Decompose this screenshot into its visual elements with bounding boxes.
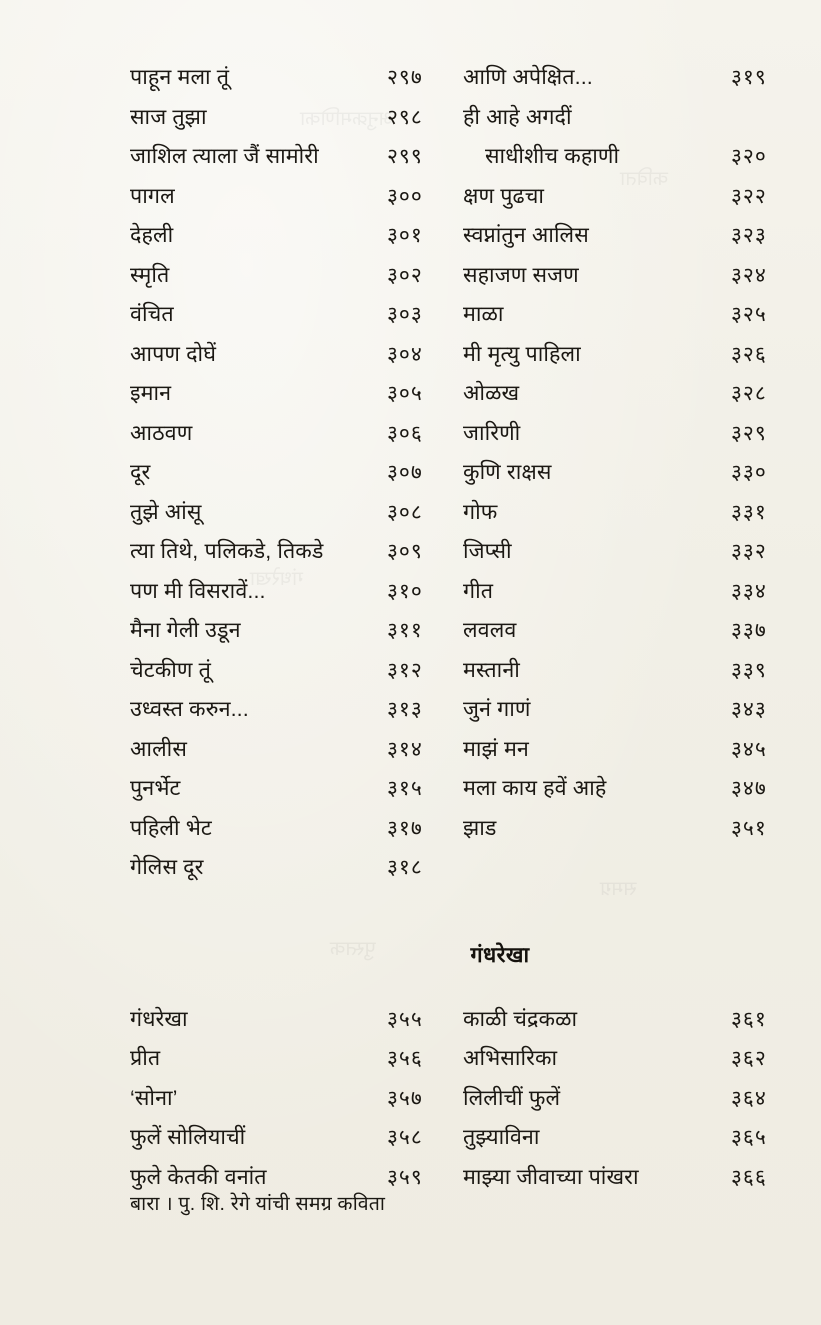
toc-entry-title[interactable]: तुझे आंसू: [130, 499, 202, 524]
toc-entry-page: ३२३: [731, 224, 767, 247]
toc-entry-title[interactable]: काळी चंद्रकळा: [463, 1006, 578, 1031]
toc-entry-page: २९८: [387, 105, 423, 129]
page-footer: बारा । पु. शि. रेगे यांची समग्र कविता: [130, 1193, 386, 1215]
toc-entry-page: ३५८: [387, 1126, 423, 1149]
toc-entry-title[interactable]: लिलीचीं फुलें: [463, 1085, 561, 1110]
toc-entry-title[interactable]: गीत: [463, 578, 494, 603]
toc-entry-title[interactable]: वंचित: [130, 302, 174, 326]
toc-entry-title[interactable]: साज तुझा: [130, 104, 207, 129]
toc-section-continued: [130, 58, 802, 888]
toc-entry-title[interactable]: फुलें सोलियाचीं: [130, 1125, 246, 1149]
table-row: [130, 1039, 802, 1079]
section-spacer: [130, 888, 810, 940]
toc-entry-page: ३५१: [731, 816, 767, 840]
toc-entry-page: ३०७: [387, 461, 423, 484]
toc-entry-page: ३१७: [387, 816, 423, 840]
toc-entry-title[interactable]: आणि अपेक्षित...: [463, 65, 593, 89]
toc-entry-title[interactable]: माळा: [463, 302, 504, 326]
toc-entry-page: ३६४: [731, 1086, 767, 1110]
table-of-contents: [130, 58, 810, 1197]
toc-entry-page: ३१९: [731, 66, 767, 89]
toc-entry-title[interactable]: अभिसारिका: [463, 1046, 558, 1070]
table-row: [130, 572, 802, 612]
table-row: [130, 216, 802, 256]
toc-entry-title[interactable]: पागल: [130, 183, 175, 208]
toc-entry-page: ३१४: [387, 737, 423, 761]
table-row: [130, 137, 802, 177]
toc-entry-title[interactable]: दूर: [130, 460, 151, 484]
toc-entry-page: ३०३: [387, 303, 423, 326]
toc-entry-page: ३०५: [387, 382, 423, 405]
table-row: [130, 256, 802, 296]
toc-section-gandharekha: [130, 1000, 802, 1198]
toc-entry-page: ३५५: [387, 1007, 423, 1031]
toc-entry-page: ३६६: [731, 1165, 767, 1189]
bleed-through-text: समग्र: [600, 878, 637, 900]
table-row: [130, 1000, 802, 1040]
toc-entry-page: २९९: [387, 145, 423, 168]
toc-entry-title[interactable]: स्मृति: [130, 262, 170, 287]
toc-entry-page: ३१३: [387, 698, 423, 721]
toc-entry-page: ३०२: [387, 263, 423, 287]
table-row: [130, 374, 802, 414]
table-row: [130, 848, 802, 888]
bleed-through-text: गंधरेखा: [250, 568, 304, 590]
toc-entry-title[interactable]: स्वप्नांतुन आलिस: [463, 223, 589, 247]
toc-entry-page: ३३०: [731, 461, 767, 484]
toc-entry-title[interactable]: लवलव: [463, 618, 517, 642]
toc-entry-title[interactable]: कुणि राक्षस: [463, 460, 552, 484]
toc-entry-title[interactable]: जारिणी: [463, 420, 521, 445]
table-row: [130, 1118, 802, 1158]
toc-entry-title[interactable]: फुले केतकी वनांत: [130, 1164, 267, 1189]
toc-entry-page: ३५६: [387, 1047, 423, 1070]
toc-entry-title[interactable]: सहाजण सजण: [463, 262, 579, 287]
toc-entry-page: ३०९: [387, 540, 423, 563]
bleed-through-text: कविता: [620, 168, 669, 190]
toc-entry-title[interactable]: माझं मन: [463, 736, 529, 761]
toc-entry-title[interactable]: आलीस: [130, 736, 187, 761]
toc-entry-title[interactable]: मस्तानी: [463, 657, 520, 682]
toc-entry-title[interactable]: जुनं गाणं: [463, 697, 531, 721]
table-row: [130, 769, 802, 809]
table-row: [130, 809, 802, 849]
toc-entry-page: ३०४: [387, 342, 423, 366]
bleed-through-text: अनुक्रमणिका: [300, 108, 394, 130]
toc-entry-title[interactable]: साधीशीच कहाणी: [485, 144, 620, 168]
toc-entry-page: ३३१: [731, 500, 767, 524]
toc-entry-page: ३५७: [387, 1086, 423, 1110]
toc-entry-title[interactable]: पुनर्भेट: [130, 776, 181, 800]
table-row: [130, 414, 802, 454]
toc-entry-page: ३१८: [387, 856, 423, 879]
table-row: [130, 295, 802, 335]
toc-entry-page: ३१०: [387, 579, 423, 603]
toc-entry-page: ३६२: [731, 1047, 767, 1070]
toc-entry-page: ३११: [387, 619, 423, 642]
toc-entry-title[interactable]: प्रीत: [130, 1046, 161, 1070]
toc-entry-page: ३२२: [731, 184, 767, 208]
toc-entry-title[interactable]: देहली: [130, 223, 174, 247]
toc-entry-page: ३०१: [387, 224, 423, 247]
toc-entry-page: ३२४: [731, 263, 767, 287]
table-row: [130, 1079, 802, 1119]
table-row: [130, 493, 802, 533]
toc-entry-title[interactable]: चेटकीण तूं: [130, 657, 211, 682]
toc-entry-page: ३३७: [731, 619, 767, 642]
toc-entry-title[interactable]: मला काय हवें आहे: [463, 776, 607, 800]
toc-entry-page: ३२५: [731, 303, 767, 326]
toc-entry-title[interactable]: तुझ्याविना: [463, 1125, 540, 1149]
table-row: [130, 690, 802, 730]
toc-entry-page: ३४५: [731, 737, 767, 761]
table-row: [130, 58, 802, 98]
toc-entry-title[interactable]: माझ्या जीवाच्या पांखरा: [463, 1164, 639, 1189]
toc-entry-title[interactable]: मैना गेली उडून: [130, 618, 241, 642]
toc-entry-title[interactable]: ‘सोना’: [130, 1085, 178, 1110]
toc-entry-page: ३०८: [387, 500, 423, 524]
toc-entry-page: २९७: [387, 66, 423, 89]
toc-entry-page: ३४७: [731, 777, 767, 800]
toc-entry-title[interactable]: पण मी विसरावें...: [130, 578, 266, 603]
toc-entry-title[interactable]: ओळख: [463, 381, 520, 405]
toc-entry-title[interactable]: त्या तिथे, पलिकडे, तिकडे: [130, 539, 324, 563]
toc-entry-title[interactable]: जाशिल त्याला जैं सामोरी: [130, 144, 319, 168]
table-row: [130, 98, 802, 138]
toc-entry-title[interactable]: झाड: [463, 815, 497, 840]
toc-entry-page: ३२६: [731, 342, 767, 366]
toc-entry-page: ३२८: [731, 382, 767, 405]
toc-entry-title[interactable]: आपण दोघें: [130, 341, 216, 366]
toc-entry-title[interactable]: इमान: [130, 381, 172, 405]
toc-entry-page: ३०६: [387, 421, 423, 445]
toc-entry-page: ३२०: [731, 145, 767, 168]
table-row: [130, 730, 802, 770]
table-row: [130, 453, 802, 493]
toc-entry-title[interactable]: जिप्सी: [463, 539, 512, 563]
toc-entry-title[interactable]: ही आहे अगदीं: [463, 104, 572, 129]
toc-entry-page: ३००: [387, 184, 423, 208]
toc-entry-title[interactable]: गोफ: [463, 499, 498, 524]
toc-entry-page: ३३२: [731, 540, 767, 563]
toc-entry-page: ३३९: [731, 658, 767, 682]
heading-spacer: [130, 970, 810, 1000]
toc-entry-page: ३६५: [731, 1126, 767, 1149]
toc-entry-title[interactable]: मी मृत्यु पाहिला: [463, 341, 581, 366]
table-row: [130, 532, 802, 572]
table-row: [130, 651, 802, 691]
toc-entry-page: ३२९: [731, 421, 767, 445]
toc-entry-page: ३३४: [731, 579, 767, 603]
toc-entry-page: ३१२: [387, 658, 423, 682]
bleed-through-text: पुस्तक: [330, 938, 376, 960]
toc-entry-page: ३१५: [387, 777, 423, 800]
toc-entry-title[interactable]: पहिली भेट: [130, 815, 212, 840]
toc-entry-page: ३४३: [731, 698, 767, 721]
table-row: [130, 177, 802, 217]
toc-entry-title[interactable]: क्षण पुढचा: [463, 183, 545, 208]
toc-entry-page: ३५९: [387, 1165, 423, 1189]
toc-entry-title[interactable]: गंधरेखा: [130, 1006, 188, 1031]
toc-entry-title[interactable]: आठवण: [130, 420, 193, 445]
toc-entry-title[interactable]: पाहून मला तूं: [130, 65, 230, 89]
table-row: [130, 611, 802, 651]
table-row: [130, 335, 802, 375]
toc-entry-title[interactable]: उध्वस्त करुन...: [130, 697, 249, 721]
toc-entry-page: ३६१: [731, 1007, 767, 1031]
toc-entry-title[interactable]: गेलिस दूर: [130, 855, 204, 879]
section-heading-gandharekha: गंधरेखा: [470, 942, 530, 967]
